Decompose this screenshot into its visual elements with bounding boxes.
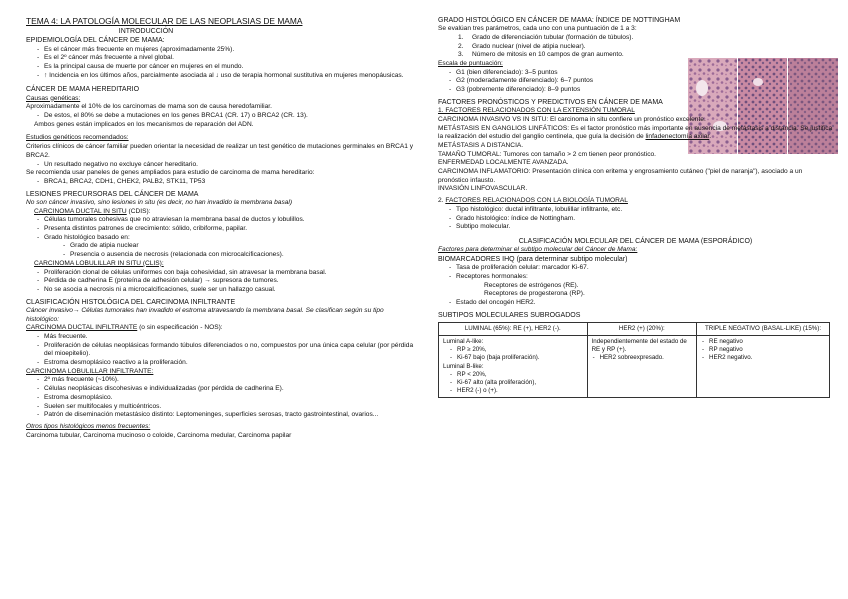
list-item: - Pérdida de cadherina E (proteína de adhesión celular) → supresora de tumores. — [36, 277, 416, 286]
causas-text: Aproximadamente el 10% de los carcinomas de mama son de causa heredofamiliar. — [26, 103, 272, 111]
list-item: - HER2 (-) o (+). — [449, 387, 583, 395]
clasif-heading: CLASIFICACIÓN HISTOLÓGICA DEL CARCINOMA INFILTRANTE — [26, 298, 236, 306]
epi-heading: EPIDEMIOLOGÍA DEL CÁNCER DE MAMA: — [26, 37, 165, 45]
list-item: - Estroma desmoplásico reactivo a la proliferación. — [36, 359, 416, 368]
list-item: - Es el cáncer más frecuente en mujeres (aproximadamente 25%). — [36, 46, 416, 55]
cdis-sublist — [62, 242, 416, 259]
list-item: - HER2 sobreexpresado. — [592, 354, 692, 362]
otros-heading: Otros tipos histológicos menos frecuentes: — [26, 422, 151, 430]
list-item: - Células tumorales cohesivas que no atraviesan la membrana basal de ductos y lobulillos. — [36, 216, 416, 225]
clasif-note: Cáncer invasivo→ Células tumorales han invadido el estroma atravesando la membrana basal. Se clasifican según su tipo histológico: — [26, 306, 384, 323]
list-item: - Ki-67 bajo (baja proliferación). — [449, 354, 583, 362]
tamano-paragraph: TAMAÑO TUMORAL: Tumores con tamaño > 2 cm tienen peor pronóstico. — [438, 150, 656, 158]
list-item: - G3 (pobremente diferenciado): 8–9 puntos — [448, 86, 833, 95]
estudios-text: Criterios clínicos de cáncer familiar pueden orientar la necesidad de realizar un test genético de mutaciones germinales en BRCA1 y BRCA2. — [26, 143, 414, 159]
list-item: - Proliferación de células neoplásicas formando túbulos diferenciados o no, compuestos por una única capa celular (por pérdida del mioepitelio). — [36, 342, 416, 359]
clis-list — [36, 269, 416, 295]
causas-heading: Causas genéticas: — [26, 94, 81, 102]
list-item: - De estos, el 80% se debe a mutaciones en los genes BRCA1 (CR. 17) o BRCA2 (CR. 13). — [36, 112, 416, 121]
estudios-list — [36, 161, 416, 170]
cdi-heading: CARCINOMA DUCTAL INFILTRANTE — [26, 324, 138, 332]
list-item: - Más frecuente. — [36, 333, 416, 342]
grado-heading: GRADO HISTOLÓGICO EN CÁNCER DE MAMA: ÍNDICE DE NOTTINGHAM — [438, 17, 681, 24]
invasivo-paragraph: CARCINOMA INVASIVO VS IN SITU: El carcinoma in situ confiere un pronóstico excelente. — [438, 115, 706, 123]
list-item: - Es el 2º cáncer más frecuente a nivel global. — [36, 54, 416, 63]
table-row — [439, 336, 830, 398]
tn-list — [701, 338, 825, 363]
luminal-a-list — [449, 346, 583, 362]
list-item: - Proliferación clonal de células uniformes con baja cohesividad, sin atravesar la membrana basal. — [36, 269, 416, 278]
escala-heading: Escala de puntuación: — [438, 60, 503, 68]
list-item: - Subtipo molecular. — [448, 223, 833, 232]
inflam-paragraph: CARCINOMA INFLAMATORIO: Presentación clínica con eritema y engrosamiento cutáneo ("piel de naranja"), asociado a un pronóstico infausto. — [438, 168, 803, 184]
list-item: 3. Número de mitosis en 10 campos de gran aumento. — [458, 51, 624, 59]
bio-list — [448, 206, 833, 232]
precursoras-note: No son cáncer invasivo, sino lesiones in situ (es decir, no han invadido la membrana basal) — [26, 198, 293, 206]
table-cell-luminal — [439, 336, 588, 398]
list-item: - Presencia o ausencia de necrosis (relacionada con microcalcificaciones). — [62, 251, 416, 260]
list-item: - RE negativo — [701, 338, 825, 346]
precursoras-heading: LESIONES PRECURSORAS DEL CÁNCER DE MAMA — [26, 190, 199, 198]
list-item: - Grado histológico basado en: — [36, 234, 416, 243]
right-column — [438, 16, 833, 398]
list-item: - Un resultado negativo no excluye cáncer hereditario. — [36, 161, 416, 170]
list-item: - ↑ Incidencia en los últimos años, parcialmente asociada al ↓ uso de terapia hormonal sustitutiva en mujeres menopáusicas. — [36, 72, 416, 81]
table-cell-her2 — [587, 336, 696, 398]
list-item: - Receptores hormonales: — [448, 273, 833, 282]
list-item: - Estado del oncogén HER2. — [448, 299, 833, 308]
hered-heading: CÁNCER DE MAMA HEREDITARIO — [26, 86, 140, 94]
list-item: - RP ≥ 20%, — [449, 346, 583, 354]
table-header: HER2 (+) (20%): — [587, 322, 696, 335]
grado-params-list — [458, 34, 833, 60]
estudios-heading: Estudios genéticos recomendados: — [26, 134, 129, 142]
left-column — [26, 16, 416, 440]
page-title: TEMA 4: LA PATOLOGÍA MOLECULAR DE LAS NEOPLASIAS DE MAMA — [26, 16, 303, 26]
list-item: - RP < 20%, — [449, 371, 583, 379]
biomarc-list — [448, 264, 833, 281]
clis-heading: CARCINOMA LOBULILLAR IN SITU (CLIS): — [34, 259, 164, 267]
her2-text: Independientemente del estado de RE y RP (+). — [591, 338, 687, 354]
list-item: - Células neoplásicas discohesivas e individualizadas (por pérdida de cadherina E). — [36, 385, 416, 394]
table-header-row — [439, 322, 830, 335]
enfermedad-line: ENFERMEDAD LOCALMENTE AVANZADA. — [438, 159, 569, 167]
table-header: LUMINAL (65%): RE (+), HER2 (-). — [439, 322, 588, 335]
escala-list — [448, 69, 833, 95]
list-item: - Tasa de proliferación celular: marcador Ki-67. — [448, 264, 833, 273]
cdi-suffix: (o sin especificación - NOS): — [137, 324, 223, 332]
clasif-mol-note: Factores para determinar el subtipo molecular del Cáncer de Mama: — [438, 246, 638, 254]
luminal-b-list — [449, 371, 583, 396]
linfo-line: INVASIÓN LINFOVASCULAR. — [438, 185, 528, 193]
table-header: TRIPLE NEGATIVO (BASAL-LIKE) (15%): — [697, 322, 830, 335]
genes-list — [36, 178, 416, 187]
causas-text2: Ambos genes están implicados en los mecanismos de reparación del ADN. — [34, 120, 254, 128]
list-item: - Grado de atipia nuclear — [62, 242, 416, 251]
her2-cell-list — [592, 354, 692, 362]
list-item: - Suelen ser multifocales y multicéntricos. — [36, 403, 416, 412]
otros-text: Carcinoma tubular, Carcinoma mucinoso o coloide, Carcinoma medular, Carcinoma papilar — [26, 431, 292, 439]
cli-heading: CARCINOMA LOBULILLAR INFILTRANTE: — [26, 367, 154, 375]
grado-text: Se evalúan tres parámetros, cada uno con una puntuación de 1 a 3: — [438, 25, 637, 33]
factores-1-heading: 1. FACTORES RELACIONADOS CON LA EXTENSIÓN TUMORAL — [438, 107, 635, 115]
estudios-text2: Se recomienda usar paneles de genes ampliados para estudio de carcinoma de mama hereditario: — [26, 169, 315, 177]
list-item: - 2º más frecuente (~10%). — [36, 376, 416, 385]
factores-2-heading: 2. FACTORES RELACIONADOS CON LA BIOLOGÍA TUMORAL — [438, 197, 628, 205]
list-item: - G1 (bien diferenciado): 3–5 puntos — [448, 69, 833, 78]
list-item: - Patrón de diseminación metastásico distinto: Leptomeninges, superficies serosas, tracto gastrointestinal, ovarios... — [36, 411, 416, 420]
cdis-heading: CARCINOMA DUCTAL IN SITU — [34, 207, 127, 215]
her2-list — [448, 299, 833, 308]
list-item: 1. Grado de diferenciación tubular (formación de túbulos). — [458, 33, 634, 41]
distancia-line: METÁSTASIS A DISTANCIA. — [438, 141, 524, 149]
luminal-b-label: Luminal B-like: — [443, 362, 484, 370]
luminal-a-label: Luminal A-like: — [443, 338, 484, 346]
receptor-re: Receptores de estrógenos (RE). — [484, 281, 579, 289]
clasif-mol-heading: CLASIFICACIÓN MOLECULAR DEL CÁNCER DE MAMA (ESPORÁDICO) — [518, 237, 753, 245]
epi-list — [36, 46, 416, 81]
list-item: - Es la principal causa de muerte por cáncer en mujeres en el mundo. — [36, 63, 416, 72]
list-item: - Estroma desmoplásico. — [36, 394, 416, 403]
list-item: - No se asocia a necrosis ni a microcalcificaciones, suele ser un hallazgo casual. — [36, 286, 416, 295]
cdi-list — [36, 333, 416, 368]
table-cell-triple-negativo — [697, 336, 830, 398]
biomarc-heading: BIOMARCADORES IHQ (para determinar subtipo molecular) — [438, 255, 628, 263]
cdis-abbr: (CDIS): — [126, 207, 151, 215]
list-item: 2. Grado nuclear (nivel de atipia nuclear). — [458, 42, 586, 50]
cdis-list — [36, 216, 416, 242]
causas-list — [36, 112, 416, 121]
list-item: - Ki-67 alto (alta proliferación), — [449, 379, 583, 387]
metastasis-paragraph: METÁSTASIS EN GANGLIOS LINFÁTICOS: Es el factor pronóstico más importante en ausencia de metástasis a distancia. Se justifica la realización del estudio del ganglio centinela, que guía la decisión de linfadenectomía axilar. — [438, 124, 833, 141]
factores-heading: FACTORES PRONÓSTICOS Y PREDICTIVOS EN CÁNCER DE MAMA — [438, 98, 663, 106]
list-item: - Tipo histológico: ductal infiltrante, lobulillar infiltrante, etc. — [448, 206, 833, 215]
subtipos-heading: SUBTIPOS MOLECULARES SUBROGADOS — [438, 311, 581, 319]
list-item: - Presenta distintos patrones de crecimiento: sólido, cribiforme, papilar. — [36, 225, 416, 234]
cli-list — [36, 376, 416, 420]
list-item: - BRCA1, BRCA2, CDH1, CHEK2, PALB2, STK11, TP53 — [36, 178, 416, 187]
intro-heading: INTRODUCCIÓN — [118, 28, 174, 36]
receptor-rp: Receptores de progesterona (RP). — [484, 290, 585, 298]
list-item: - Grado histológico: índice de Nottingham. — [448, 215, 833, 224]
list-item: - HER2 negativo. — [701, 354, 825, 362]
list-item: - RP negativo — [701, 346, 825, 354]
subtipos-table — [438, 322, 830, 399]
list-item: - G2 (moderadamente diferenciado): 6–7 puntos — [448, 77, 833, 86]
